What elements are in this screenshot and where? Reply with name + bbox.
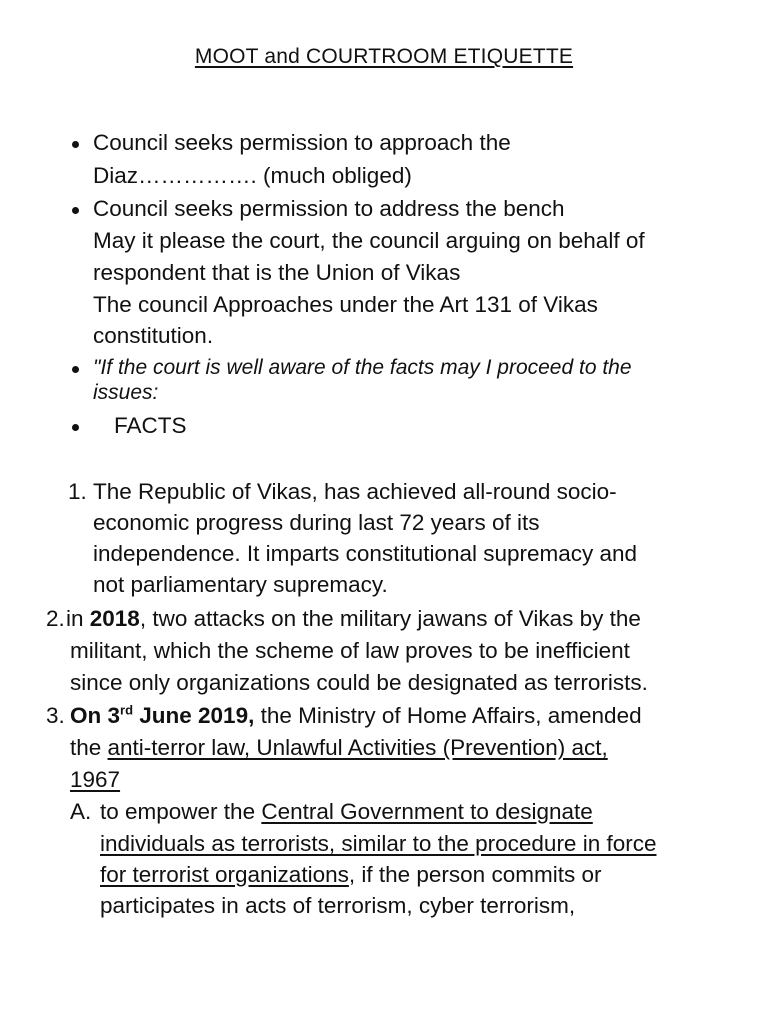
fact-3-law-name: anti-terror law, Unlawful Activities (Prevention) act, [107,735,608,760]
subpoint-a-underlined-1: Central Government to designate [261,799,593,824]
fact-3-line-2 [70,733,608,763]
fact-3-number: 3. [46,703,65,728]
fact-3-date-a: On 3 [70,703,121,728]
fact-1-line-1: The Republic of Vikas, has achieved all-round socio- [93,479,617,504]
bullet-3-line-2: issues: [93,381,159,404]
subpoint-a-pre: to empower the [100,799,262,824]
subpoint-a-line-2: individuals as terrorists, similar to the procedure in force [100,831,657,856]
fact-3-line-3: 1967 [70,767,121,792]
bullet-2-line-4: The council Approaches under the Art 131 of Vikas [93,292,598,317]
fact-2-number: 2. [46,606,65,631]
fact-3-date-sup: rd [120,702,134,718]
subpoint-a-line-1 [100,797,593,827]
bullet-1-line-1: Council seeks permission to approach the [93,130,511,155]
fact-2-line-2: militant, which the scheme of law proves to be inefficient [70,638,630,663]
fact-3-line-1 [70,701,642,731]
fact-2-post: , two attacks on the military jawans of Vikas by the [139,606,641,631]
bullet-marker [72,424,79,431]
facts-heading: FACTS [114,413,187,438]
bullet-2-line-2: May it please the court, the council arguing on behalf of [93,228,645,253]
bullet-1-line-2: Diaz……………. (much obliged) [93,163,412,188]
bullet-marker [72,207,79,214]
page-title: MOOT and COURTROOM ETIQUETTE [194,45,574,68]
subpoint-a-post: , if the person commits or [348,862,602,887]
subpoint-a-line-3 [100,860,601,890]
bullet-marker [72,366,79,373]
bullet-2-line-1: Council seeks permission to address the bench [93,196,565,221]
bullet-3-line-1: "If the court is well aware of the facts may I proceed to the [93,356,632,379]
subpoint-a-line-4: participates in acts of terrorism, cyber terrorism, [100,893,576,918]
fact-1-line-2: economic progress during last 72 years of its [93,510,540,535]
bullet-marker [72,141,79,148]
fact-2-line-3: since only organizations could be designated as terrorists. [70,670,648,695]
bullet-2-line-3: respondent that is the Union of Vikas [93,260,461,285]
bullet-2-line-5: constitution. [93,323,214,348]
subpoint-a-underlined-3: for terrorist organizations [100,862,349,887]
fact-2-line-1 [66,604,641,634]
fact-2-year: 2018 [89,606,140,631]
fact-1-line-4: not parliamentary supremacy. [93,572,388,597]
fact-2-pre: in [66,606,90,631]
fact-1-number: 1. [68,479,87,504]
fact-3-line-2-pre: the [70,735,108,760]
subpoint-a-label: A. [70,799,92,824]
fact-3-date-b: June 2019, [133,703,255,728]
fact-3-post: the Ministry of Home Affairs, amended [254,703,642,728]
fact-1-line-3: independence. It imparts constitutional supremacy and [93,541,638,566]
